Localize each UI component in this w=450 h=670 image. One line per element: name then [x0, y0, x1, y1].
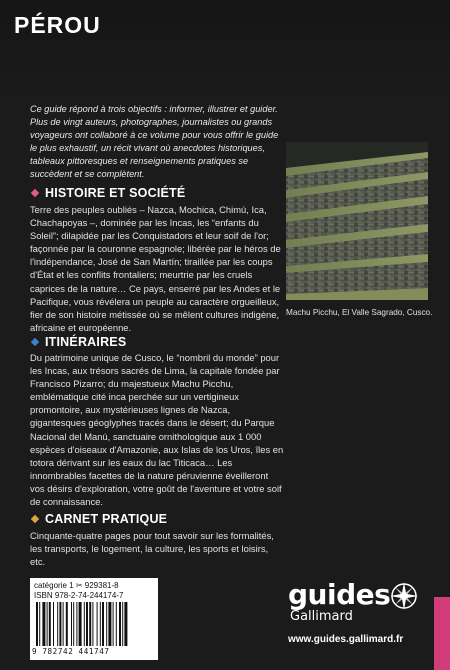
- diamond-bullet-icon: [31, 189, 39, 197]
- intro-paragraph: Ce guide répond à trois objectifs : informer, illustrer et guider. Plus de vingt auteurs, photographes, journalistes ou grands voyageurs ont collaboré à ce volume pour vous offrir le guide le plus exhaustif, un récit vivant où anecdotes historiques, tableaux pittoresques et renseignements pratiques se succèdent et se complètent.: [30, 104, 279, 179]
- section-heading-text: HISTOIRE ET SOCIÉTÉ: [45, 186, 186, 200]
- guides-gallimard-logo: [288, 578, 418, 626]
- logo-gallimard-text: Gallimard: [290, 609, 353, 624]
- website-url[interactable]: www.guides.gallimard.fr: [288, 634, 404, 645]
- category-code: 929381-8: [84, 581, 119, 590]
- book-title: PÉROU: [14, 12, 101, 38]
- barcode-label: [30, 578, 158, 660]
- section-body-itineraires: Du patrimoine unique de Cusco, le “nombril du monde” pour les Incas, aux trésors sacrés de Lima, la capitale fondée par Francisco Pizarro; du majestueux Machu Picchu, emblématique cité inca perchée sur un vertigineux promontoire, aux mystérieuses lignes de Nazca, gigantesques géoglyphes tracés dans le désert; du Parque Nacional del Manú, sanctuaire ornithologique aux 1 000 espèces d'oiseaux d'Amazonie, aux Islas de los Uros, îles en totora dérivant sur les eaux du lac Titicaca… Les innombrables facettes de la nature péruvienne éveilleront vos désirs d'exploration, votre goût de l'aventure et votre soif de connaissance.: [30, 352, 284, 508]
- barcode-digits: 9 782742 441747: [32, 647, 110, 656]
- photo-caption: Machu Picchu, El Valle Sagrado, Cusco.: [286, 308, 433, 317]
- section-heading-itineraires: [30, 335, 126, 349]
- category-text: catégorie 1: [34, 581, 74, 590]
- isbn-text: ISBN 978-2-74-244174-7: [34, 591, 124, 600]
- section-body-carnet: Cinquante-quatre pages pour tout savoir sur les formalités, les transports, le logement, la culture, les sports et loisirs, etc.: [30, 530, 274, 568]
- diamond-bullet-icon: [31, 338, 39, 346]
- diamond-bullet-icon: [31, 515, 39, 523]
- section-heading-histoire: [30, 186, 185, 200]
- pink-accent-bar: [434, 597, 450, 670]
- category-line: [34, 581, 119, 590]
- compass-rose-icon: [389, 581, 419, 611]
- section-heading-text: CARNET PRATIQUE: [45, 512, 168, 526]
- section-body-histoire: Terre des peuples oubliés – Nazca, Mochica, Chimú, Ica, Chachapoyas –, dominée par les Incas, les “enfants du Soleil”; dilapidée par les Conquistadors et leur soif de l'or; façonnée par la couronne espagnole; libérée par le héros de l'indépendance, José de San Martín; tiraillée par les coups d'État et les conflits frontaliers; meurtrie par les cruels caprices de la nature… Ce pays, enserré par les Andes et le Pacifique, vous révélera un peuple au caractère orgueilleux, fier de son histoire métissée où se mêlent cultures indigène, africaine et européenne.: [30, 204, 281, 333]
- machu-picchu-photo: [286, 142, 428, 300]
- scissors-icon: ✂: [75, 581, 83, 590]
- logo-guides-text: guides: [288, 578, 391, 611]
- section-heading-carnet: [30, 512, 167, 526]
- section-heading-text: ITINÉRAIRES: [45, 335, 127, 349]
- barcode-icon: [36, 602, 152, 647]
